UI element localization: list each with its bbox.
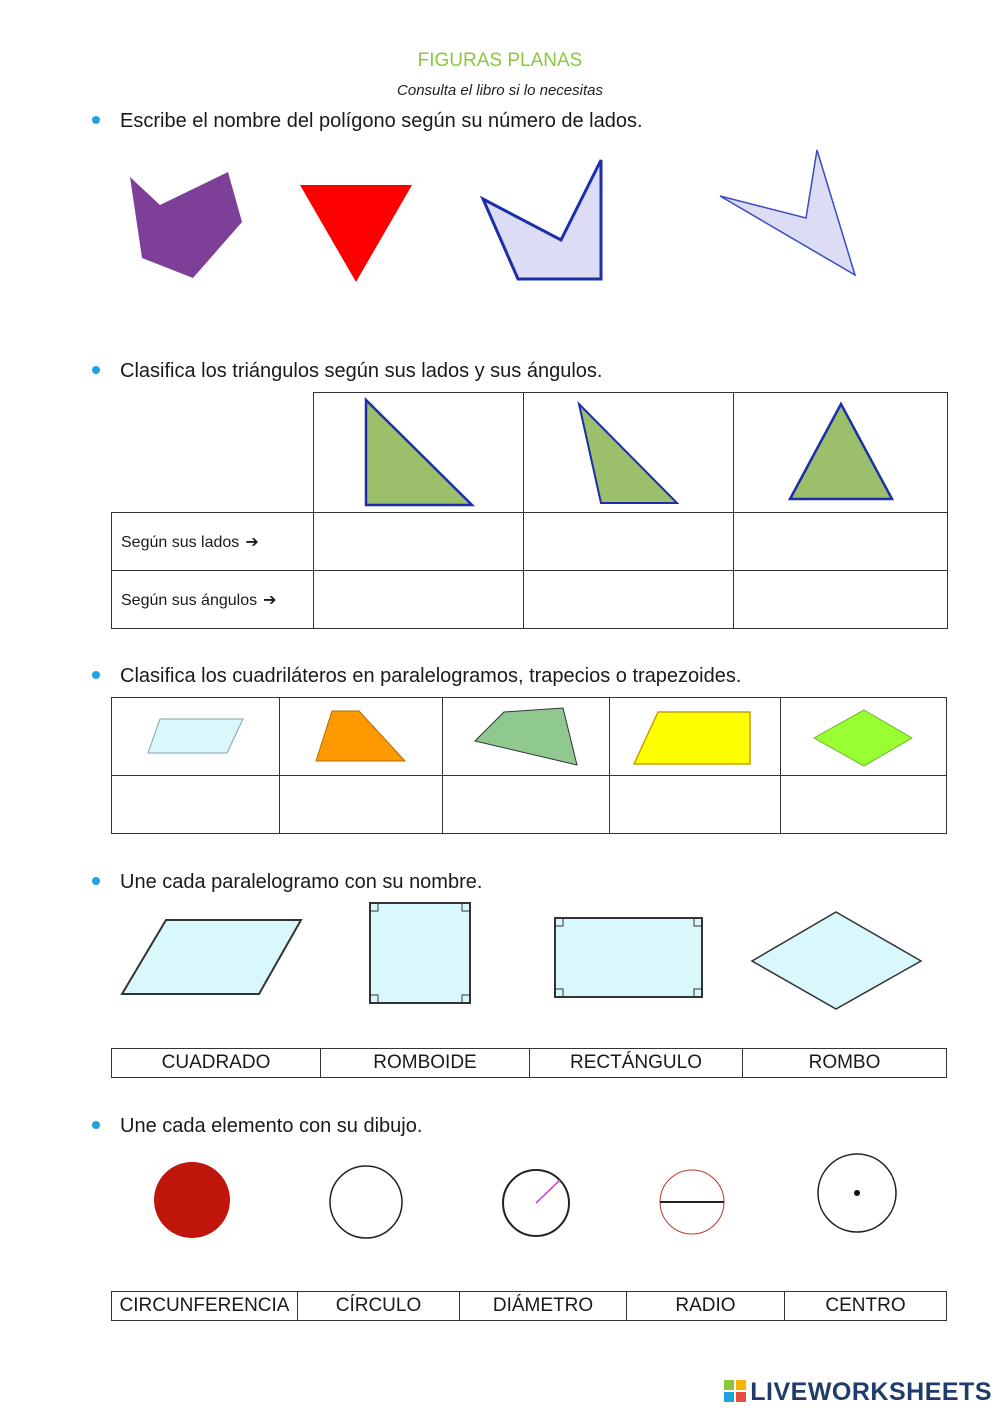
name-romboide[interactable]: ROMBOIDE (321, 1049, 530, 1078)
footer-brand: LIVEWORKSHEETS (724, 1378, 992, 1407)
name-cuadrado[interactable]: CUADRADO (112, 1049, 321, 1078)
row-label-sides: Según sus lados ➔ (112, 513, 314, 571)
instruction-parallelograms: Une cada paralelogramo con su nombre. (92, 871, 482, 894)
row-label-angles: Según sus ángulos ➔ (112, 571, 314, 629)
name-radio[interactable]: RADIO (627, 1292, 785, 1321)
page-title: FIGURAS PLANAS (417, 50, 583, 71)
filled-circle-figure (154, 1162, 230, 1238)
name-rectangulo[interactable]: RECTÁNGULO (530, 1049, 743, 1078)
instruction-quadrilaterals: Clasifica los cuadriláteros en paralelogramos, trapecios o trapezoides. (92, 665, 741, 688)
circle-names-table (111, 1291, 947, 1321)
arrow-right-icon: ➔ (263, 591, 277, 609)
liveworksheets-logo-icon (724, 1380, 746, 1402)
instruction-triangles: Clasifica los triángulos según sus lados y sus ángulos. (92, 360, 602, 383)
arrow-right-icon: ➔ (245, 533, 259, 551)
radius-circle-figure (503, 1170, 569, 1236)
name-circunferencia[interactable]: CIRCUNFERENCIA (112, 1292, 298, 1321)
name-centro[interactable]: CENTRO (785, 1292, 947, 1321)
instruction-polygons: Escribe el nombre del polígono según su número de lados. (92, 110, 643, 133)
name-circulo[interactable]: CÍRCULO (298, 1292, 460, 1321)
center-circle-figure (818, 1154, 896, 1232)
circumference-figure (330, 1166, 402, 1238)
diameter-circle-figure (660, 1170, 724, 1234)
name-diametro[interactable]: DIÁMETRO (460, 1292, 627, 1321)
name-rombo[interactable]: ROMBO (743, 1049, 947, 1078)
instruction-circles: Une cada elemento con su dibujo. (92, 1115, 422, 1138)
page-subtitle: Consulta el libro si lo necesitas (397, 82, 603, 99)
